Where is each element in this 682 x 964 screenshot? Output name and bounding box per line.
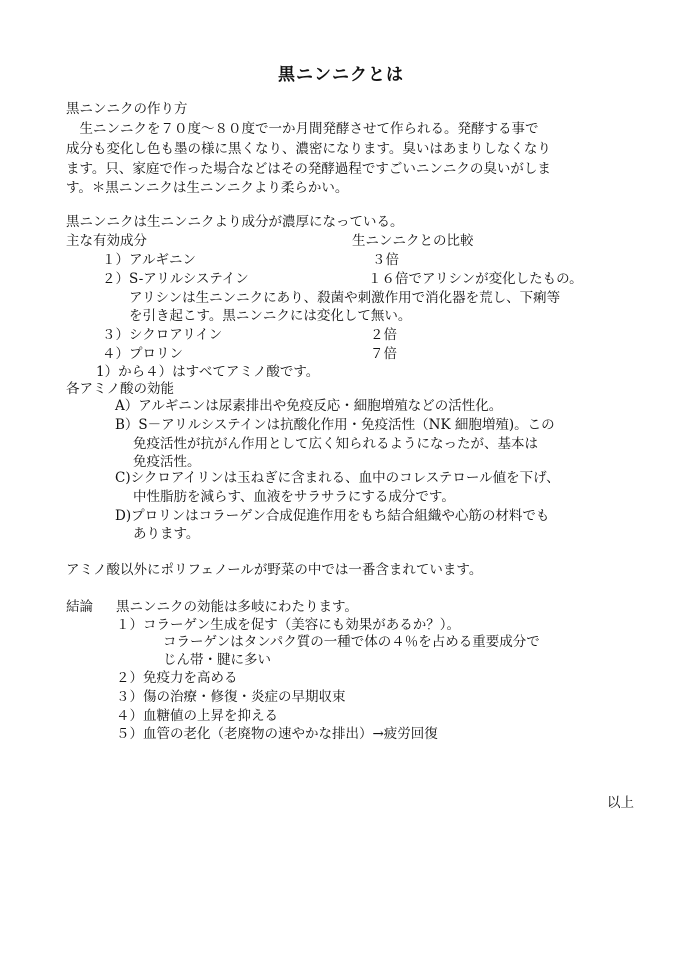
effect-line: D)プロリンはコラーゲン合成促進作用をもち結合組織や心筋の材料でも — [115, 508, 550, 524]
conclusion-summary: 黒ニンニクの効能は多岐にわたります。 — [116, 599, 358, 615]
effect-line: あります。 — [133, 526, 200, 542]
component-name: １）アルギニン — [102, 252, 196, 268]
effect-line: C)シクロアイリンは玉ねぎに含まれる、血中のコレステロール値を下げ、 — [115, 470, 560, 486]
effects-heading: 各アミノ酸の効能 — [66, 381, 174, 397]
effect-line: 免疫活性。 — [133, 454, 201, 470]
components-all-amino: 1）から４）はすべてアミノ酸です。 — [96, 364, 320, 380]
conclusion-subnote: コラーゲンはタンパク質の一種で体の４％を占める重要成分で — [163, 634, 540, 650]
effect-line: 中性脂肪を減らす、血液をサラサラにする成分です。 — [133, 489, 455, 505]
component-compare: ２倍 — [370, 327, 397, 343]
document-title: 黒ニンニクとは — [278, 65, 404, 85]
component-name: ３）シクロアリイン — [102, 327, 223, 343]
conclusion-item: ２）免疫力を高める — [116, 670, 238, 686]
conclusion-item: ５）血管の老化（老廃物の速やかな排出）→疲労回復 — [116, 726, 438, 742]
component-compare: ７倍 — [370, 346, 397, 362]
component-compare: １６倍でアリシンが変化したもの。 — [368, 271, 583, 287]
polyphenol-note: アミノ酸以外にポリフェノールが野菜の中では一番含まれています。 — [66, 562, 483, 578]
signoff: 以上 — [607, 795, 634, 811]
component-name: ２）S-アリルシステイン — [102, 271, 249, 287]
effect-line: 免疫活性が抗がん作用として広く知られるようになったが、基本は — [133, 436, 538, 452]
effect-line: B）S－アリルシステインは抗酸化作用・免疫活性（NK 細胞増殖)。この — [115, 417, 555, 433]
conclusion-item: ４）血糖値の上昇を抑える — [116, 708, 278, 724]
conclusion-subnote: じん帯・腱に多い — [163, 652, 271, 668]
component-name: ４）プロリン — [102, 346, 183, 362]
making-line: 成分も変化し色も墨の様に黒くなり、濃密になります。臭いはあまりしなくなり — [66, 141, 551, 157]
making-line: 生ニンニクを７０度～８０度で一か月間発酵させて作られる。発酵する事で — [66, 121, 539, 137]
components-column-right: 生ニンニクとの比較 — [352, 233, 474, 249]
components-column-left: 主な有効成分 — [66, 233, 147, 249]
conclusion-item: ３）傷の治療・修復・炎症の早期収束 — [116, 689, 346, 705]
making-line: ます。只、家庭で作った場合などはその発酵過程ですごいニンニクの臭いがしま — [66, 161, 551, 177]
component-compare: ３倍 — [372, 252, 399, 268]
conclusion-label: 結論 — [66, 599, 93, 615]
component-note: アリシンは生ニンニクにあり、殺菌や刺激作用で消化器を荒し、下痢等 — [129, 290, 561, 306]
components-intro: 黒ニンニクは生ニンニクより成分が濃厚になっている。 — [66, 214, 404, 230]
conclusion-item: １）コラーゲン生成を促す（美容にも効果があるか？）。 — [116, 617, 460, 633]
component-note: を引き起こす。黒ニンニクには変化して無い。 — [129, 308, 412, 324]
making-heading: 黒ニンニクの作り方 — [66, 101, 188, 117]
making-line: す。＊黒ニンニクは生ニンニクより柔らかい。 — [66, 180, 349, 196]
effect-line: A）アルギニンは尿素排出や免疫反応・細胞増殖などの活性化。 — [115, 398, 503, 414]
